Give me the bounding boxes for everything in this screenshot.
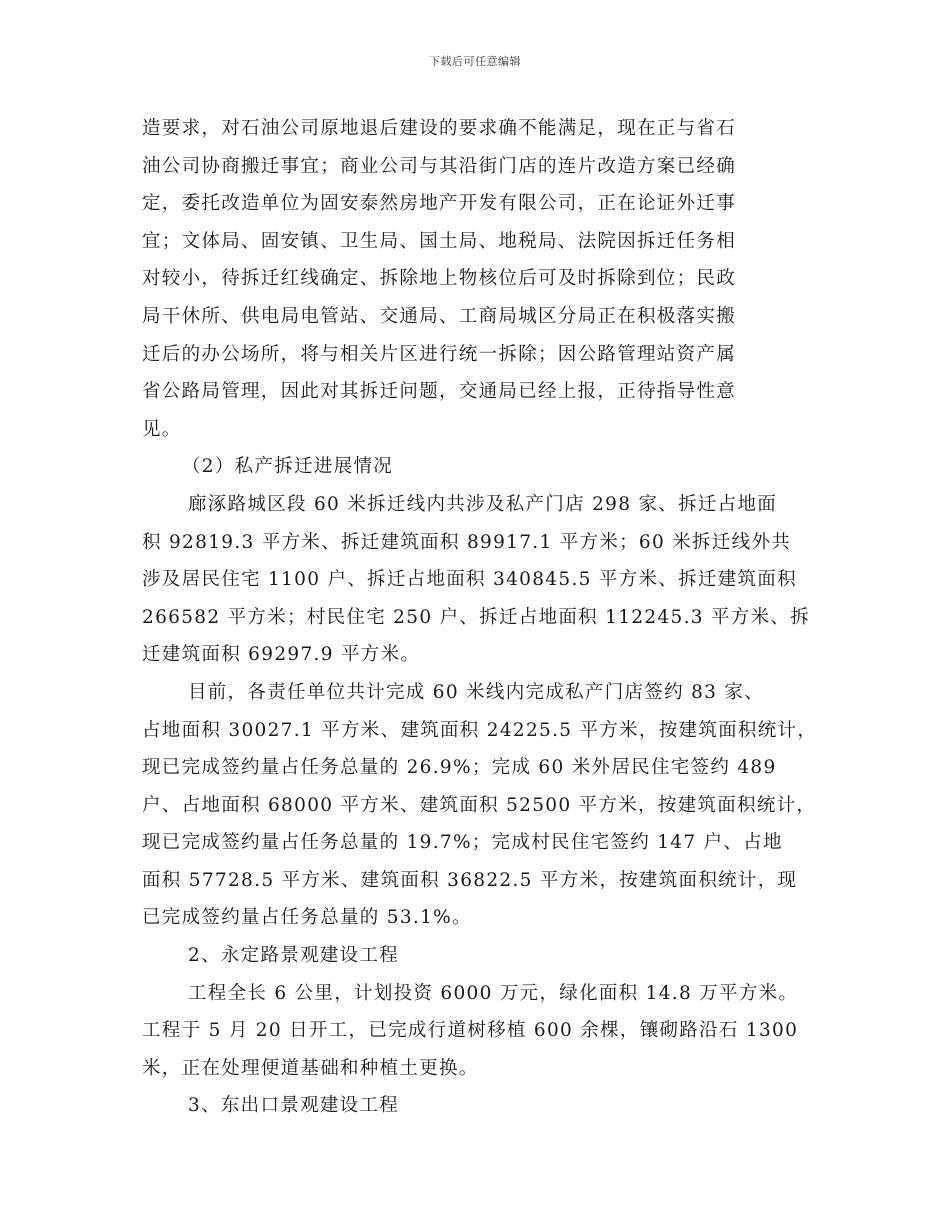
text-line: 积 92819.3 平方米、拆迁建筑面积 89917.1 平方米；60 米拆迁线外共 (142, 531, 792, 553)
text-line: 工程全长 6 公里，计划投资 6000 万元，绿化面积 14.8 万平方米。 (188, 982, 799, 1004)
text-line: 占地面积 30027.1 平方米、建筑面积 24225.5 平方米，按建筑面积统计， (142, 719, 818, 741)
text-line: 现已完成签约量占任务总量的 19.7%；完成村民住宅签约 147 户、占地 (142, 832, 783, 854)
text-line: 廊涿路城区段 60 米拆迁线内共涉及私产门店 298 家、拆迁占地面 (188, 493, 778, 515)
text-line: 3、东出口景观建设工程 (188, 1095, 400, 1117)
text-line: 工程于 5 月 20 日开工，已完成行道树移植 600 余棵，镶砌路沿石 1300 (142, 1020, 799, 1042)
text-line: 目前，各责任单位共计完成 60 米线内完成私产门店签约 83 家、 (188, 681, 765, 703)
text-line: 266582 平方米；村民住宅 250 户、拆迁占地面积 112245.3 平方米、拆 (142, 606, 811, 628)
text-line: 2、永定路景观建设工程 (188, 945, 400, 967)
text-line: 宜；文体局、固安镇、卫生局、国土局、地税局、法院因拆迁任务相 (142, 230, 737, 252)
text-line: 迁后的办公场所，将与相关片区进行统一拆除；因公路管理站资产属 (142, 343, 737, 365)
text-line: 对较小，待拆迁红线确定、拆除地上物核位后可及时拆除到位；民政 (142, 268, 737, 290)
text-line: 面积 57728.5 平方米、建筑面积 36822.5 平方米，按建筑面积统计，现 (142, 869, 798, 891)
text-line: 油公司协商搬迁事宜；商业公司与其沿街门店的连片改造方案已经确 (142, 155, 737, 177)
document-body (142, 110, 827, 1125)
text-line: 见。 (142, 418, 182, 440)
page-header: 下载后可任意编辑 (429, 55, 521, 68)
text-line: 米，正在处理便道基础和种植土更换。 (142, 1057, 479, 1079)
text-line: 户、占地面积 68000 平方米、建筑面积 52500 平方米，按建筑面积统计， (142, 794, 817, 816)
text-line: 省公路局管理，因此对其拆迁问题，交通局已经上报，正待指导性意 (142, 381, 737, 403)
text-line: 迁建筑面积 69297.9 平方米。 (142, 644, 421, 666)
text-line: （2）私产拆迁进展情况 (182, 456, 394, 478)
text-line: 造要求，对石油公司原地退后建设的要求确不能满足，现在正与省石 (142, 118, 737, 139)
text-line: 现已完成签约量占任务总量的 26.9%；完成 60 米外居民住宅签约 489 (142, 757, 777, 779)
text-line: 定，委托改造单位为固安泰然房地产开发有限公司，正在论证外迁事 (142, 193, 737, 215)
text-line: 局干休所、供电局电管站、交通局、工商局城区分局正在积极落实搬 (142, 305, 737, 327)
text-line: 涉及居民住宅 1100 户、拆迁占地面积 340845.5 平方米、拆迁建筑面积 (142, 569, 797, 591)
text-line: 已完成签约量占任务总量的 53.1%。 (142, 907, 472, 929)
